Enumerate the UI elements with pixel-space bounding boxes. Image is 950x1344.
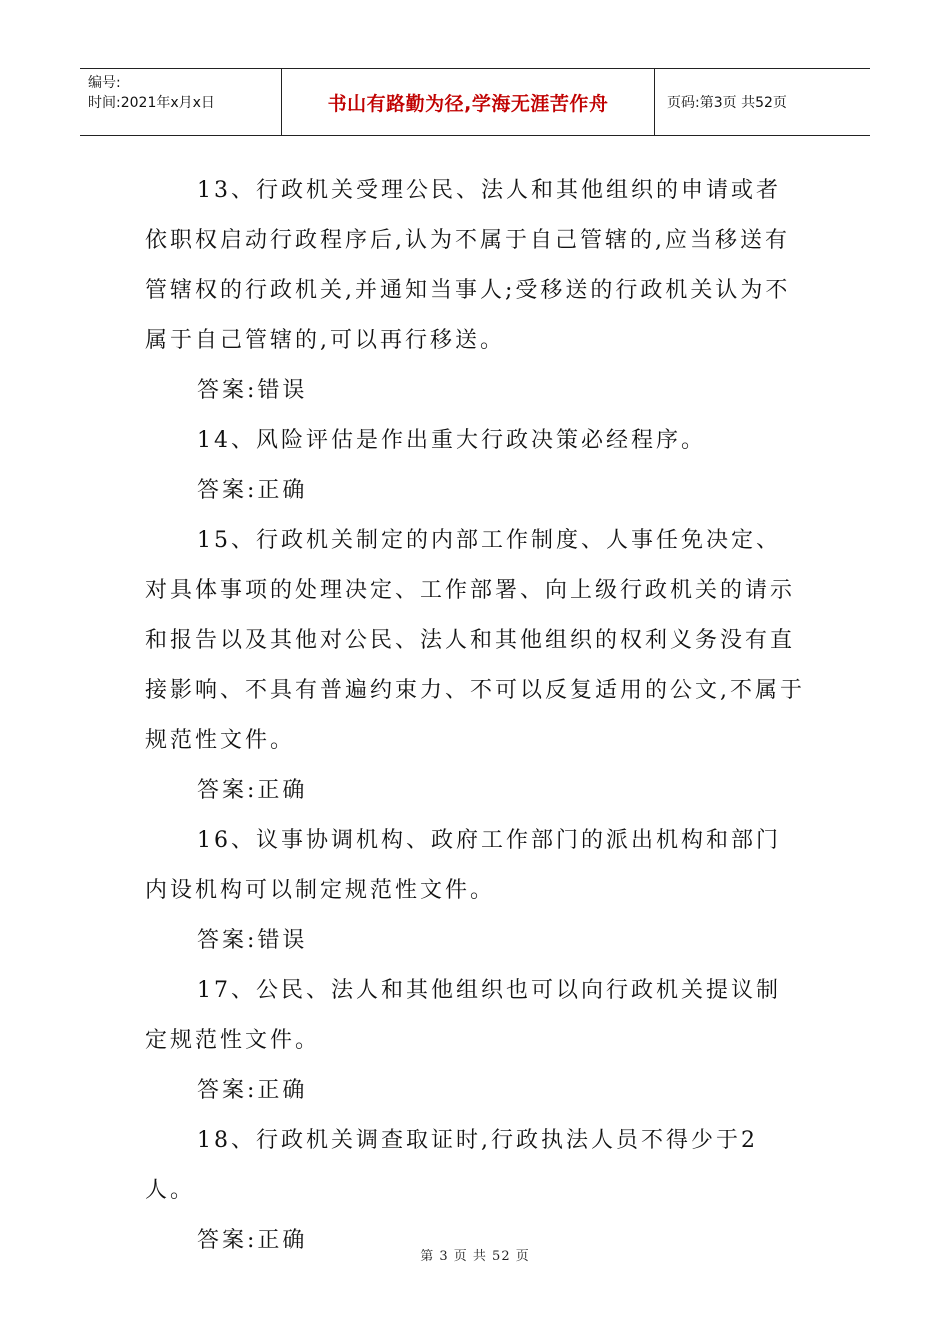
answer-15: 答案:正确 [197,778,308,803]
question-17: 17、公民、法人和其他组织也可以向行政机关提议制定规范性文件。 [145,978,781,1053]
header-meta [80,69,282,135]
question-15: 15、行政机关制定的内部工作制度、人事任免决定、对具体事项的处理决定、工作部署、向上级行政机关的请示和报告以及其他对公民、法人和其他组织的权利义务没有直接影响、不具有普遍约束力、不可以反复适用的公文,不属于规范性文件。 [145,528,805,753]
page-footer: 第 3 页 共 52 页 [420,1249,530,1264]
answer-14: 答案:正确 [197,478,308,503]
question-18: 18、行政机关调查取证时,行政执法人员不得少于2人。 [145,1128,758,1203]
answer-17: 答案:正确 [197,1078,308,1103]
answer-18: 答案:正确 [197,1228,308,1253]
document-number-label: 编号: [88,75,121,91]
question-13: 13、行政机关受理公民、法人和其他组织的申请或者依职权启动行政程序后,认为不属于自己管辖的,应当移送有管辖权的行政机关,并通知当事人;受移送的行政机关认为不属于自己管辖的,可以再行移送。 [145,178,791,353]
question-16: 16、议事协调机构、政府工作部门的派出机构和部门内设机构可以制定规范性文件。 [145,828,781,903]
answer-13: 答案:错误 [197,378,308,403]
page-header [80,68,870,136]
header-motto: 书山有路勤为径,学海无涯苦作舟 [282,69,655,135]
answer-16: 答案:错误 [197,928,308,953]
question-list [145,166,805,1266]
document-time-label: 时间:2021年x月x日 [88,95,215,111]
header-page-info: 页码:第3页 共52页 [667,95,787,111]
question-14: 14、风险评估是作出重大行政决策必经程序。 [197,428,706,453]
